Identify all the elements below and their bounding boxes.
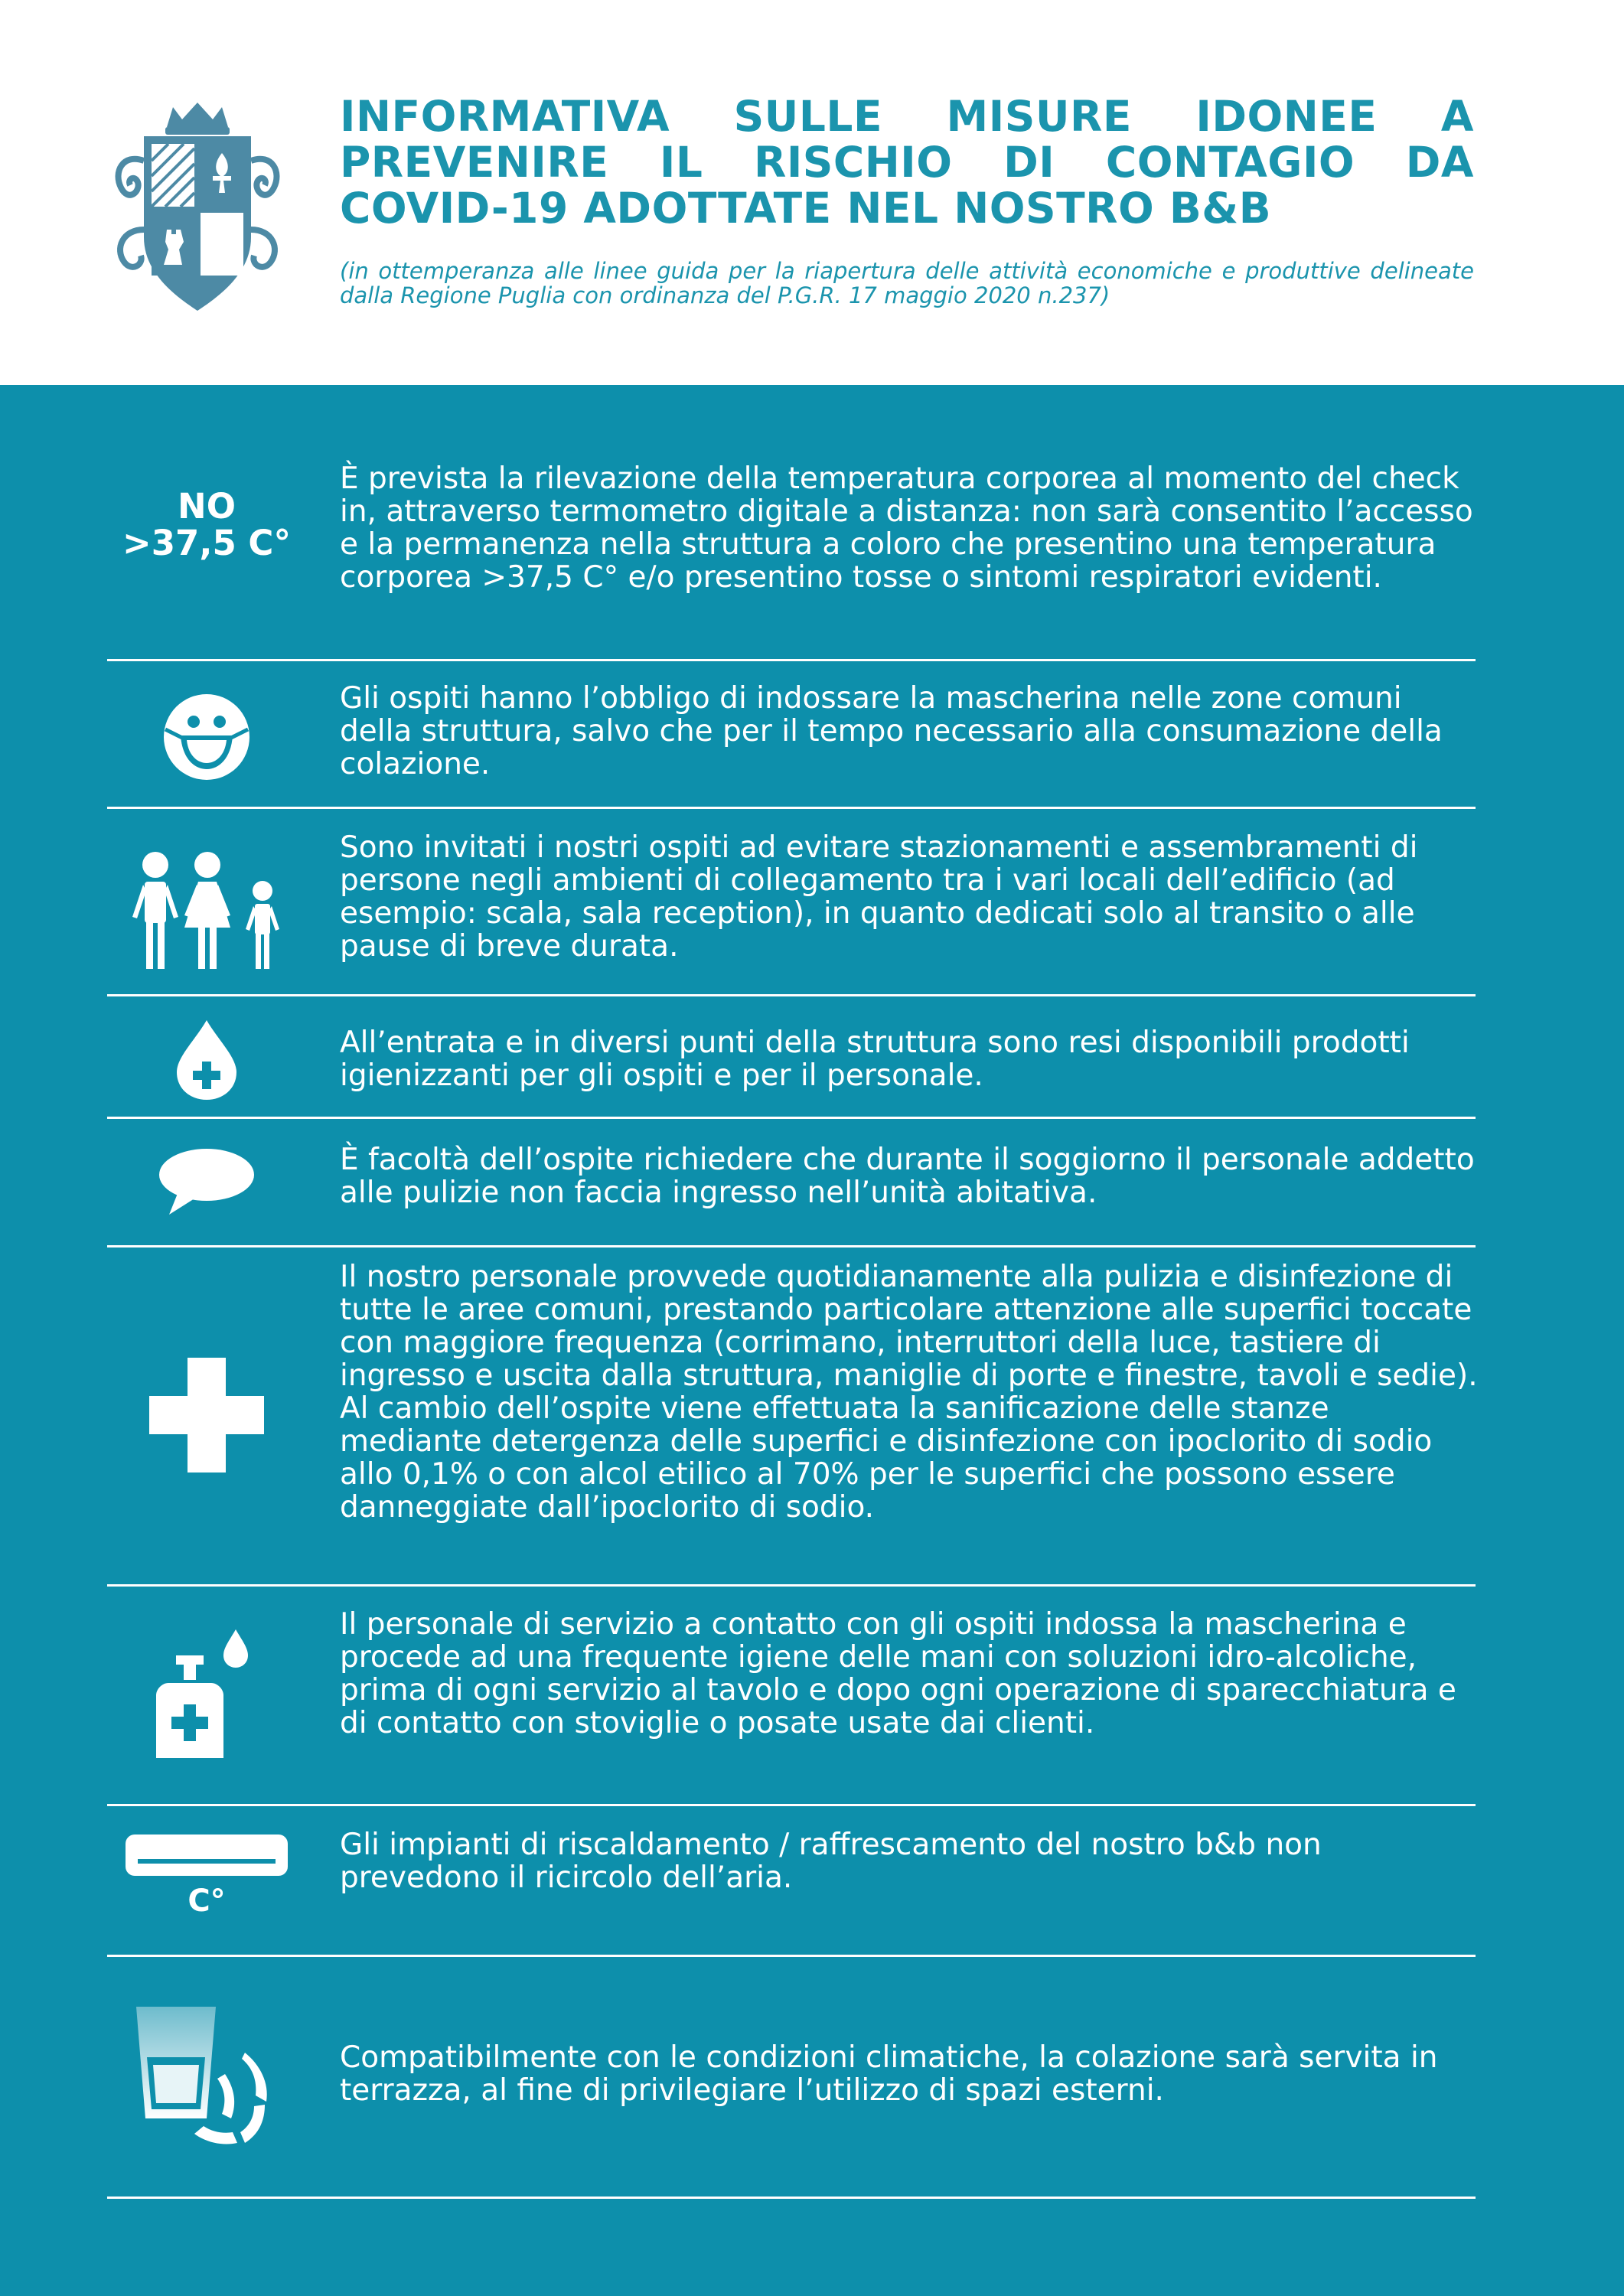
measures-panel xyxy=(0,385,1624,2296)
item-text: Sono invitati i nostri ospiti ad evitare stazionamenti e assembramenti di persone negli ambienti di collegamento tra i vari locali dell’edificio (ad esempio: scala, sala reception), in quanto dedicati solo al transito o alle pause di breve durata. xyxy=(340,830,1418,964)
cross-icon xyxy=(99,1262,314,1568)
item-text: Il nostro personale provvede quotidianamente alla pulizia e disinfezione di tutte le aree comuni, prestando particolare attenzione alle superfici toccate con maggiore frequenza (corrimano, interruttori della luce, tastiere di ingresso e uscita dalla struttura, maniglie di porte e finestre, tavoli e sedie). Al cambio dell’ospite viene effettuata la sanificazione delle stanze mediante detergenza delle superfici e disinfezione con ipoclorito di sodio allo 0,1% o con alcol etilico al 70% per le superfici che possono essere danneggiate dall’ipoclorito di sodio. xyxy=(340,1260,1478,1525)
air-conditioner-icon xyxy=(99,1824,314,1931)
mask-icon xyxy=(99,683,314,791)
divider xyxy=(107,1804,1476,1806)
speech-bubble-icon xyxy=(99,1139,314,1223)
divider xyxy=(107,659,1476,661)
list-item xyxy=(0,830,1624,986)
list-item xyxy=(0,461,1624,595)
divider xyxy=(107,1117,1476,1119)
item-text: Gli impianti di riscaldamento / raffrescamento del nostro b&b non prevedono il ricircolo dell’aria. xyxy=(340,1828,1322,1895)
item-text: È prevista la rilevazione della temperatura corporea al momento del check in, attraverso termometro digitale a distanza: non sarà consentito l’accesso e la permanenza nella struttura a coloro che presentino una temperatura corporea >37,5 C° e/o presentino tosse o sintomi respiratori evidenti. xyxy=(340,461,1473,595)
header xyxy=(0,0,1624,385)
list-item xyxy=(0,1262,1624,1568)
item-text: Gli ospiti hanno l’obbligo di indossare la mascherina nelle zone comuni della struttura, salvo che per il tempo necessario alla consumazione della colazione. xyxy=(340,681,1443,781)
thermometer-no-icon xyxy=(99,464,314,586)
breakfast-icon xyxy=(99,2000,314,2153)
icon-label-temperature: >37,5 C° xyxy=(122,523,291,563)
soap-bottle-icon xyxy=(99,1609,314,1778)
item-text: Compatibilmente con le condizioni climatiche, la colazione sarà servita in terrazza, al fine di privilegiare l’utilizzo di spazi esterni. xyxy=(340,2040,1438,2108)
list-item xyxy=(0,1014,1624,1106)
divider xyxy=(107,1245,1476,1247)
divider xyxy=(107,994,1476,996)
crest-icon xyxy=(107,99,288,318)
icon-label-celsius: C° xyxy=(188,1883,226,1919)
item-text: Il personale di servizio a contatto con gli ospiti indossa la mascherina e procede ad una frequente igiene delle mani con soluzioni idro-alcoliche, prima di ogni servizio al tavolo e dopo ogni operazione di sparecchiatura e di contatto con stoviglie o posate usate dai clienti. xyxy=(340,1607,1456,1740)
sanitizer-drop-icon xyxy=(99,1014,314,1106)
people-icon xyxy=(99,833,314,986)
list-item xyxy=(0,1139,1624,1223)
divider xyxy=(107,2197,1476,2199)
list-item xyxy=(0,1824,1624,1931)
list-item xyxy=(0,1609,1624,1778)
divider xyxy=(107,807,1476,809)
list-item xyxy=(0,683,1624,791)
page-title: INFORMATIVA SULLE MISURE IDONEE A PREVENIRE IL RISCHIO DI CONTAGIO DA COVID-19 ADOTTATE NEL NOSTRO B&B xyxy=(340,92,1474,233)
divider xyxy=(107,1584,1476,1587)
icon-label-no: NO xyxy=(178,486,236,527)
item-text: All’entrata e in diversi punti della struttura sono resi disponibili prodotti igienizzanti per gli ospiti e per il personale. xyxy=(340,1026,1410,1093)
page-subtitle: (in ottemperanza alle linee guida per la riapertura delle attività economiche e produttive delineate dalla Regione Puglia con ordinanza del P.G.R. 17 maggio 2020 n.237) xyxy=(340,258,1474,308)
item-text: È facoltà dell’ospite richiedere che durante il soggiorno il personale addetto alle pulizie non faccia ingresso nell’unità abitativa. xyxy=(340,1143,1475,1210)
divider xyxy=(107,1955,1476,1957)
list-item xyxy=(0,2000,1624,2153)
